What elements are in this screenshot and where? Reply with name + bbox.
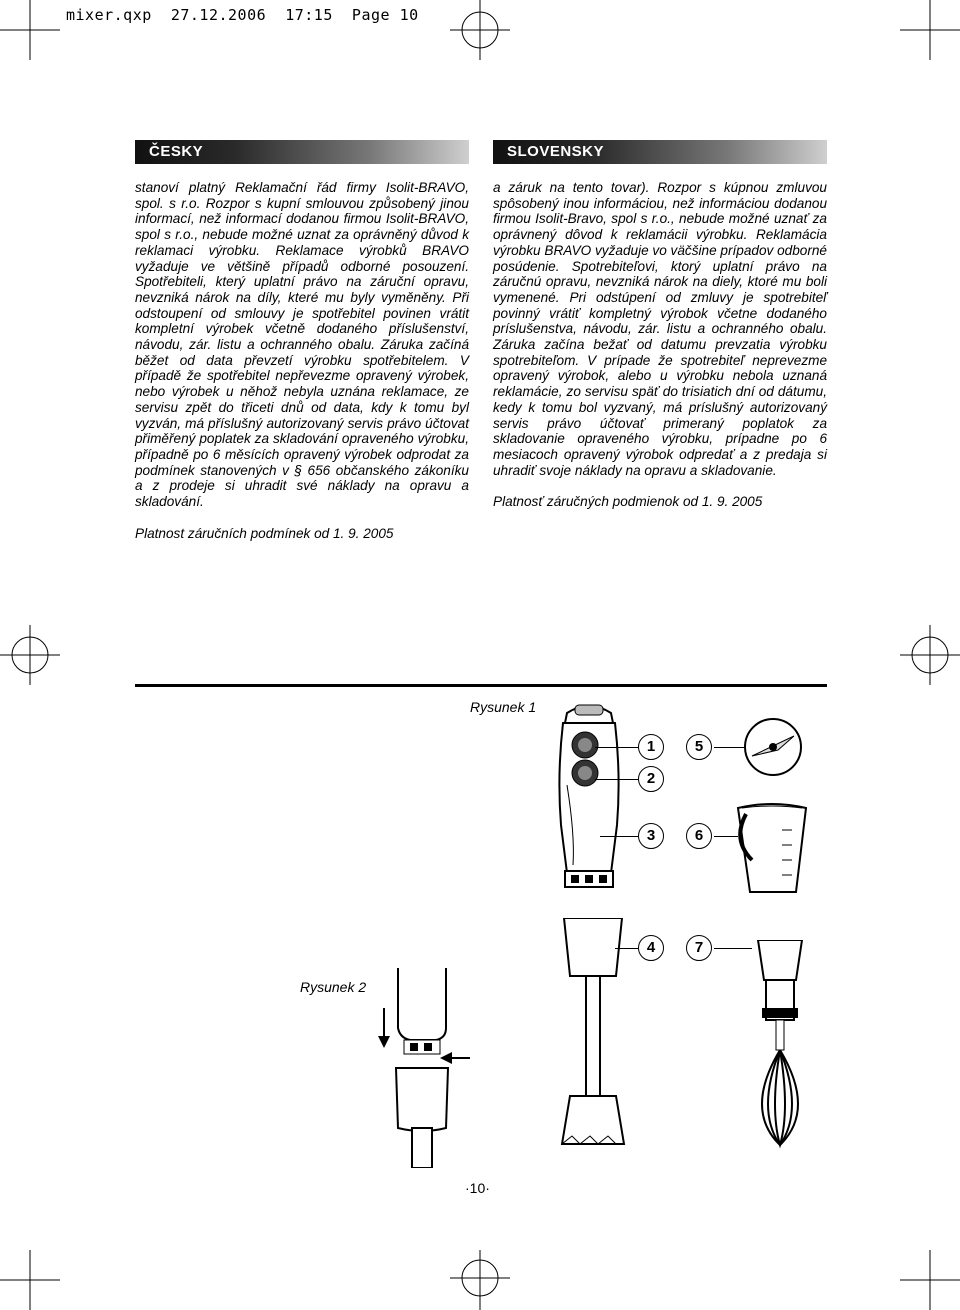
figure-1-caption: Rysunek 1	[470, 699, 537, 715]
registration-mark-top-left	[0, 0, 70, 70]
slovensky-column	[493, 180, 827, 510]
print-slug: mixer.qxp 27.12.2006 17:15 Page 10	[66, 6, 419, 24]
cesky-warranty-text: stanoví platný Reklamační řád firmy Isolit-BRAVO, spol. s r.o. Rozpor s kupní smlouvou způsobený jinou informací, než informací dodanou firmou Isolit-BRAVO, spol s r.o., nebude možné uznat za oprávněný důvod k reklamaci výrobku. Reklamace výrobků BRAVO vyžaduje ve většině případů odborné posouzení. Spotřebiteli, který uplatní právo na záruční opravu, nevzniká nárok na díly, které mu byly vyměněny. Při odstoupení od smlouvy je spotřebitel povinen vrátit kompletní výrobek včetně dodaného příslušenství, návodu, zár. listu a ochranného obalu. Záruka začíná běžet od data převzetí výrobku spotřebitelem. V případě že spotřebitel nepřevezme opravený výrobek, nebo výrobek u něhož nebyla uznána reklamace, ze servisu zpět do třiceti dnů od data, kdy k tomu byl vyzván, má příslušný autorizovaný servis právo účtovat přiměřený poplatek za skladování opraveného výrobku, případně po 6 měsících opravený výrobek odprodat za podmínek stanovených v § 656 občanského zákoníku a z prodeje si uhradit své náklady na opravu a skladování.	[135, 180, 469, 510]
leader-line-7	[714, 948, 752, 949]
registration-mark-bottom-right	[890, 1250, 960, 1310]
blender-motor-unit-illustration	[545, 695, 635, 905]
callout-4: 4	[638, 935, 664, 961]
registration-mark-bottom-left	[0, 1250, 70, 1310]
whisk-attachment-illustration	[740, 940, 820, 1150]
assembly-diagram	[370, 968, 480, 1168]
registration-mark-bottom-center	[440, 1250, 520, 1310]
leader-line-4	[615, 948, 639, 949]
slovensky-warranty-text: a záruk na tento tovar). Rozpor s kúpnou zmluvou spôsobený inou informáciou, než informáciou dodanou firmou Isolit-Bravo, spol s r.o., nebude možné uznať za oprávnený dôvod k reklamácii výrobku. Reklamácia výrobku BRAVO vyžaduje vo väčšine prípadov odborné posúdenie. Spotrebiteľovi, ktorý uplatní právo na záručnú opravu, nevzniká nárok na diely, ktoré mu boli vymenené. Pri odstúpení od zmluvy je spotrebiteľ povinný vrátiť kompletný výrobok včetne dodaného príslušenstva, návodu, zár. listu a ochranného obalu. Záruka začína bežať od datumu prevzatia výrobku spotrebiteľom. V prípade že spotrebiteľ neprevezme opravený výrobok, alebo u výrobku nebola uznaná reklamácie, zo servisu späť do trisiatich dní od dátumu, kedy k tomu bol vyzvaný, má príslušný autorizovaný servis právo účtovať primeraný poplatok za skladovanie opraveného výrobku, prípadne po 6 mesiacoch opravený výrobok odpredať a z predaja si uhradiť svoje náklady na opravu a skladovanie.	[493, 180, 827, 478]
blending-shaft-illustration	[558, 918, 628, 1150]
leader-line-3	[600, 836, 639, 837]
callout-3: 3	[638, 823, 664, 849]
chopper-lid-illustration	[742, 716, 804, 778]
callout-1: 1	[638, 734, 664, 760]
leader-line-2	[595, 779, 639, 780]
figure-2-caption: Rysunek 2	[300, 979, 367, 995]
cesky-column	[135, 180, 469, 541]
registration-mark-top-right	[890, 0, 960, 70]
registration-mark-mid-left	[0, 620, 70, 690]
callout-2: 2	[638, 766, 664, 792]
leader-line-6	[714, 836, 738, 837]
leader-line-5	[714, 747, 744, 748]
measuring-cup-illustration	[732, 800, 812, 900]
section-header-cesky: ČESKY	[135, 140, 469, 164]
callout-7: 7	[686, 935, 712, 961]
registration-mark-mid-right	[890, 620, 960, 690]
page-number: ·10·	[465, 1180, 490, 1196]
registration-mark-top-center	[440, 0, 520, 70]
callout-5: 5	[686, 734, 712, 760]
leader-line-1	[595, 747, 639, 748]
slovensky-validity-date: Platnosť záručných podmienok od 1. 9. 2005	[493, 494, 763, 510]
section-header-slovensky: SLOVENSKY	[493, 140, 827, 164]
section-divider	[135, 684, 827, 687]
callout-6: 6	[686, 823, 712, 849]
cesky-validity-date: Platnost záručních podmínek od 1. 9. 2005	[135, 525, 394, 541]
